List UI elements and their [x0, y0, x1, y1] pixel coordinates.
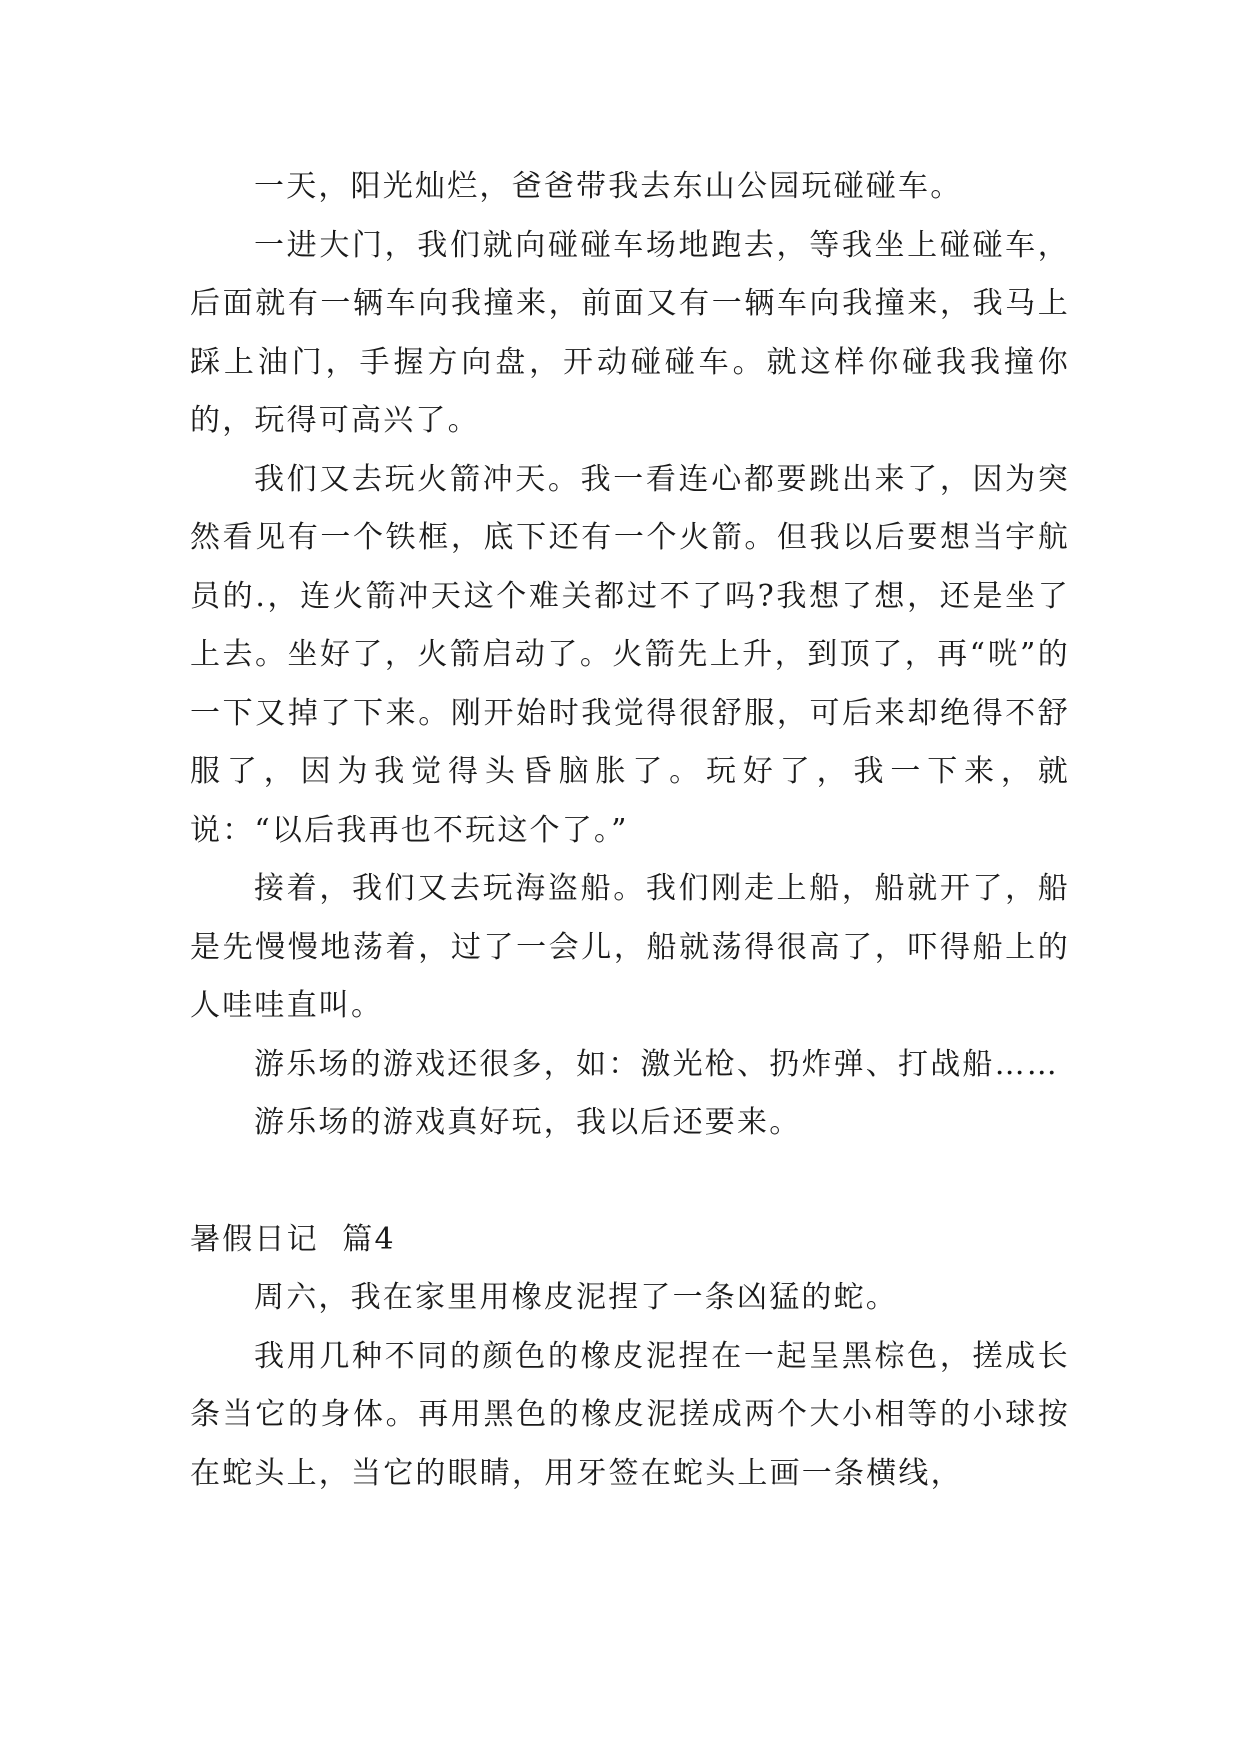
paragraph-bumper-cars-intro: 一天，阳光灿烂，爸爸带我去东山公园玩碰碰车。: [254, 169, 963, 204]
paragraph-conclusion: 游乐场的游戏真好玩，我以后还要来。: [254, 1105, 802, 1140]
paragraph-rocket-ride: 我们又去玩火箭冲天。我一看连心都要跳出来了，因为突然看见有一个铁框，底下还有一个火箭。但我以后要想当宇航员的.，连火箭冲天这个难关都过不了吗?我想了想，还是坐了上去。坐好了，火箭启动了。火箭先上升，到顶了，再“咣”的一下又掉了下来。刚开始时我觉得很舒服，可后来却绝得不舒服了，因为我觉得头昏脑胀了。玩好了，我一下来，就说：“以后我再也不玩这个了。”: [190, 461, 1070, 848]
paragraph-more-games: 游乐场的游戏还很多，如：激光枪、扔炸弹、打战船……: [254, 1046, 1059, 1082]
paragraph-clay-snake-making: 我用几种不同的颜色的橡皮泥捏在一起呈黑棕色，搓成长条当它的身体。再用黑色的橡皮泥搓成两个大小相等的小球按在蛇头上，当它的眼睛，用牙签在蛇头上画一条横线，: [190, 1338, 1070, 1491]
paragraph-bumper-cars: 一进大门，我们就向碰碰车场地跑去，等我坐上碰碰车，后面就有一辆车向我撞来，前面又有一辆车向我撞来，我马上踩上油门，手握方向盘，开动碰碰车。就这样你碰我我撞你的，玩得可高兴了。: [190, 227, 1070, 438]
paragraph-pirate-ship: 接着，我们又去玩海盗船。我们刚走上船，船就开了，船是先慢慢地荡着，过了一会儿，船就荡得很高了，吓得船上的人哇哇直叫。: [190, 871, 1070, 1023]
document-body: [190, 158, 1070, 1503]
paragraph-clay-snake-intro: 周六，我在家里用橡皮泥捏了一条凶猛的蛇。: [254, 1280, 898, 1315]
section-heading: 暑假日记 篇4: [190, 1221, 396, 1257]
